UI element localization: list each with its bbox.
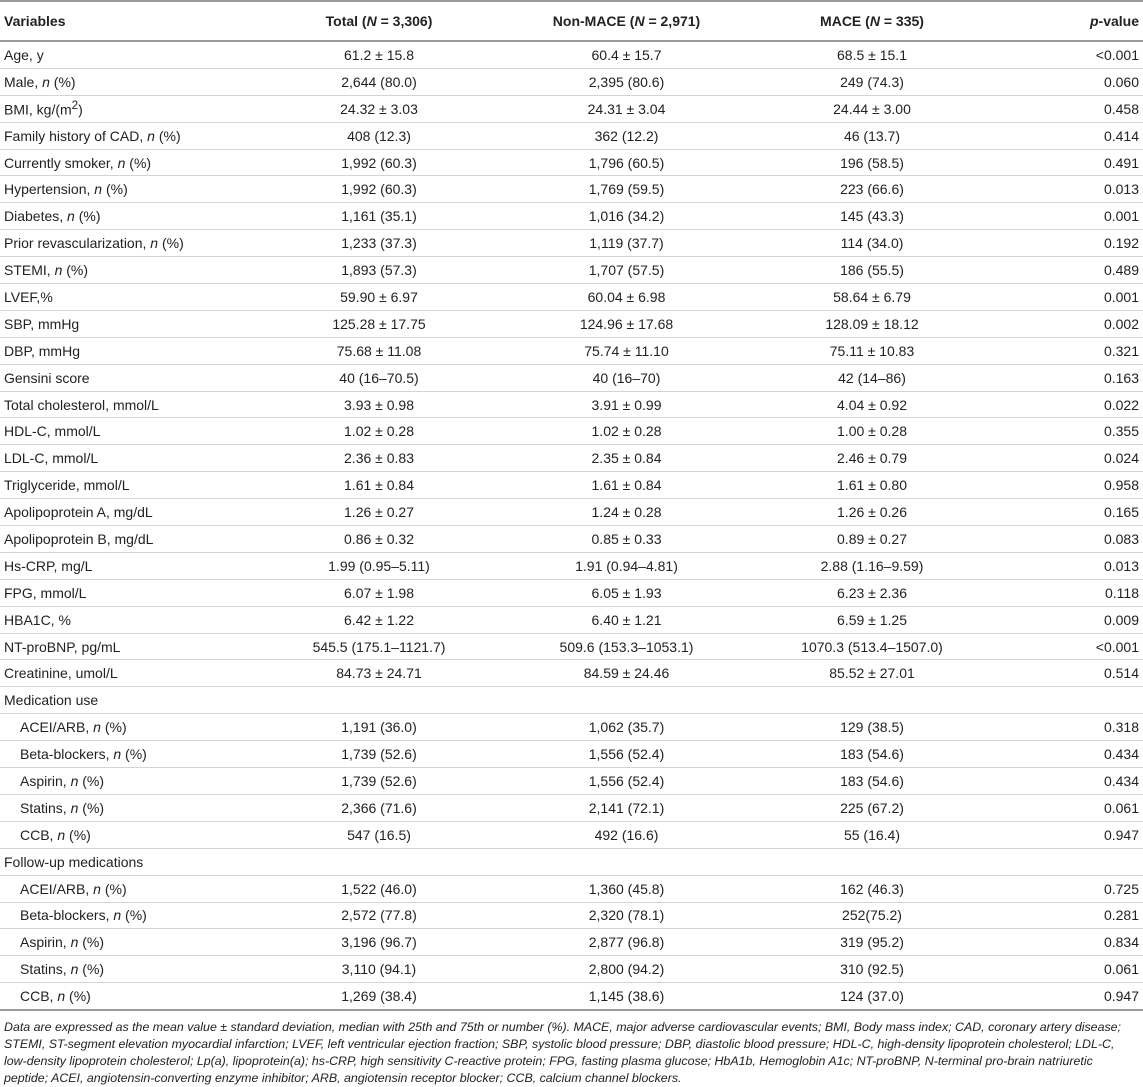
row-total: 1,233 (37.3): [258, 230, 500, 257]
row-mace: 75.11 ± 10.83: [753, 337, 991, 364]
row-p-value: 0.022: [991, 391, 1143, 418]
row-total: 1,161 (35.1): [258, 203, 500, 230]
row-total: 1,739 (52.6): [258, 741, 500, 768]
row-non-mace: 1,556 (52.4): [500, 741, 753, 768]
row-total: 61.2 ± 15.8: [258, 41, 500, 68]
row-total: 59.90 ± 6.97: [258, 284, 500, 311]
row-total: 3.93 ± 0.98: [258, 391, 500, 418]
table-row: [0, 284, 1143, 311]
table-row: [0, 364, 1143, 391]
table-row: [0, 660, 1143, 687]
row-p-value: 0.434: [991, 768, 1143, 795]
row-variable: CCB, n (%): [0, 983, 258, 1010]
row-non-mace: 6.05 ± 1.93: [500, 579, 753, 606]
row-p-value: 0.958: [991, 472, 1143, 499]
table-row: [0, 391, 1143, 418]
row-total: 2,572 (77.8): [258, 902, 500, 929]
row-non-mace: 362 (12.2): [500, 122, 753, 149]
row-non-mace: 124.96 ± 17.68: [500, 310, 753, 337]
row-p-value: 0.491: [991, 149, 1143, 176]
section-label: Follow-up medications: [0, 848, 1143, 875]
row-p-value: 0.321: [991, 337, 1143, 364]
table-row: [0, 122, 1143, 149]
row-mace: 2.46 ± 0.79: [753, 445, 991, 472]
table-row: [0, 821, 1143, 848]
row-variable: HBA1C, %: [0, 606, 258, 633]
table-row: [0, 606, 1143, 633]
row-mace: 42 (14–86): [753, 364, 991, 391]
row-p-value: 0.163: [991, 364, 1143, 391]
row-total: 0.86 ± 0.32: [258, 526, 500, 553]
row-non-mace: 509.6 (153.3–1053.1): [500, 633, 753, 660]
row-total: 1.61 ± 0.84: [258, 472, 500, 499]
row-non-mace: 75.74 ± 11.10: [500, 337, 753, 364]
table-header: [0, 1, 1143, 41]
table-row: [0, 95, 1143, 122]
row-non-mace: 40 (16–70): [500, 364, 753, 391]
row-variable: Gensini score: [0, 364, 258, 391]
row-variable: Apolipoprotein B, mg/dL: [0, 526, 258, 553]
row-non-mace: 1.24 ± 0.28: [500, 499, 753, 526]
row-non-mace: 492 (16.6): [500, 821, 753, 848]
row-mace: 0.89 ± 0.27: [753, 526, 991, 553]
row-total: 75.68 ± 11.08: [258, 337, 500, 364]
row-total: 2.36 ± 0.83: [258, 445, 500, 472]
row-non-mace: 1,360 (45.8): [500, 875, 753, 902]
row-non-mace: 1.02 ± 0.28: [500, 418, 753, 445]
table-row: [0, 499, 1143, 526]
row-p-value: 0.061: [991, 794, 1143, 821]
row-total: 1.02 ± 0.28: [258, 418, 500, 445]
table-row: [0, 633, 1143, 660]
row-non-mace: 1.61 ± 0.84: [500, 472, 753, 499]
row-mace: 124 (37.0): [753, 983, 991, 1010]
row-p-value: 0.060: [991, 68, 1143, 95]
row-p-value: 0.947: [991, 821, 1143, 848]
row-total: 3,196 (96.7): [258, 929, 500, 956]
row-mace: 85.52 ± 27.01: [753, 660, 991, 687]
row-total: 1,269 (38.4): [258, 983, 500, 1010]
row-non-mace: 2,395 (80.6): [500, 68, 753, 95]
row-non-mace: 1,707 (57.5): [500, 257, 753, 284]
row-mace: 1.26 ± 0.26: [753, 499, 991, 526]
row-non-mace: 3.91 ± 0.99: [500, 391, 753, 418]
row-mace: 183 (54.6): [753, 741, 991, 768]
row-total: 2,644 (80.0): [258, 68, 500, 95]
row-p-value: 0.013: [991, 552, 1143, 579]
row-variable: Age, y: [0, 41, 258, 68]
row-variable: Statins, n (%): [0, 956, 258, 983]
table-row: [0, 794, 1143, 821]
table-row: [0, 983, 1143, 1010]
row-p-value: 0.001: [991, 203, 1143, 230]
row-p-value: 0.009: [991, 606, 1143, 633]
row-mace: 249 (74.3): [753, 68, 991, 95]
row-total: 6.07 ± 1.98: [258, 579, 500, 606]
table-footnote: Data are expressed as the mean value ± standard deviation, median with 25th and 75th or number (%). MACE, major adverse cardiovascular events; BMI, Body mass index; CAD, coronary artery disease; STEMI, ST-segment elevation myocardial infarction; LVEF, left ventricular ejection fraction; SBP, systolic blood pressure; DBP, diastolic blood pressure; HDL-C, high-density lipoprotein cholesterol; LDL-C, low-density lipoprotein cholesterol; Lp(a), lipoprotein(a); hs-CRP, high sensitivity C-reactive protein; FPG, fasting plasma glucose; HbA1b, Hemoglobin A1c; NT-proBNP, N-terminal pro-brain natriuretic peptide; ACEI, angiotensin-converting enzyme inhibitor; ARB, angiotensin receptor blocker; CCB, calcium channel blockers.: [4, 1020, 1121, 1086]
row-mace: 2.88 (1.16–9.59): [753, 552, 991, 579]
table-row: [0, 768, 1143, 795]
row-mace: 162 (46.3): [753, 875, 991, 902]
row-mace: 6.59 ± 1.25: [753, 606, 991, 633]
row-non-mace: 1,062 (35.7): [500, 714, 753, 741]
row-mace: 55 (16.4): [753, 821, 991, 848]
row-mace: 225 (67.2): [753, 794, 991, 821]
table-row: [0, 445, 1143, 472]
row-non-mace: 2,800 (94.2): [500, 956, 753, 983]
table-row: [0, 552, 1143, 579]
row-variable: Prior revascularization, n (%): [0, 230, 258, 257]
row-variable: FPG, mmol/L: [0, 579, 258, 606]
section-row: [0, 687, 1143, 714]
row-mace: 310 (92.5): [753, 956, 991, 983]
row-mace: 319 (95.2): [753, 929, 991, 956]
row-non-mace: 1,556 (52.4): [500, 768, 753, 795]
table-row: [0, 902, 1143, 929]
row-mace: 196 (58.5): [753, 149, 991, 176]
row-mace: 46 (13.7): [753, 122, 991, 149]
row-variable: STEMI, n (%): [0, 257, 258, 284]
row-p-value: 0.318: [991, 714, 1143, 741]
row-mace: 6.23 ± 2.36: [753, 579, 991, 606]
row-mace: 1.61 ± 0.80: [753, 472, 991, 499]
table-row: [0, 310, 1143, 337]
table-row: [0, 337, 1143, 364]
row-p-value: 0.001: [991, 284, 1143, 311]
row-total: 40 (16–70.5): [258, 364, 500, 391]
row-variable: Creatinine, umol/L: [0, 660, 258, 687]
row-variable: HDL-C, mmol/L: [0, 418, 258, 445]
row-total: 6.42 ± 1.22: [258, 606, 500, 633]
row-total: 2,366 (71.6): [258, 794, 500, 821]
row-non-mace: 1,145 (38.6): [500, 983, 753, 1010]
row-non-mace: 1.91 (0.94–4.81): [500, 552, 753, 579]
header-mace: MACE (N = 335): [753, 1, 991, 41]
header-row: [0, 1, 1143, 41]
row-mace: 58.64 ± 6.79: [753, 284, 991, 311]
table-row: [0, 41, 1143, 68]
row-non-mace: 24.31 ± 3.04: [500, 95, 753, 122]
row-variable: Total cholesterol, mmol/L: [0, 391, 258, 418]
row-variable: ACEI/ARB, n (%): [0, 714, 258, 741]
row-variable: NT-proBNP, pg/mL: [0, 633, 258, 660]
header-variables: Variables: [0, 1, 258, 41]
row-mace: 252(75.2): [753, 902, 991, 929]
row-variable: LVEF,%: [0, 284, 258, 311]
row-non-mace: 2,141 (72.1): [500, 794, 753, 821]
row-p-value: 0.118: [991, 579, 1143, 606]
row-p-value: 0.725: [991, 875, 1143, 902]
row-non-mace: 84.59 ± 24.46: [500, 660, 753, 687]
row-p-value: <0.001: [991, 41, 1143, 68]
row-p-value: 0.192: [991, 230, 1143, 257]
row-non-mace: 2,320 (78.1): [500, 902, 753, 929]
row-p-value: 0.834: [991, 929, 1143, 956]
row-p-value: 0.414: [991, 122, 1143, 149]
row-total: 1,992 (60.3): [258, 176, 500, 203]
row-p-value: 0.165: [991, 499, 1143, 526]
row-total: 84.73 ± 24.71: [258, 660, 500, 687]
row-variable: BMI, $kg/(m^2)$: [0, 95, 258, 122]
row-variable: Hs-CRP, mg/L: [0, 552, 258, 579]
row-mace: 183 (54.6): [753, 768, 991, 795]
table-row: [0, 176, 1143, 203]
row-p-value: 0.061: [991, 956, 1143, 983]
row-mace: 186 (55.5): [753, 257, 991, 284]
row-non-mace: 60.04 ± 6.98: [500, 284, 753, 311]
row-total: 1.99 (0.95–5.11): [258, 552, 500, 579]
table-row: [0, 418, 1143, 445]
row-total: 1,522 (46.0): [258, 875, 500, 902]
row-mace: 68.5 ± 15.1: [753, 41, 991, 68]
row-variable: Aspirin, n (%): [0, 768, 258, 795]
row-variable: Aspirin, n (%): [0, 929, 258, 956]
row-total: 1,893 (57.3): [258, 257, 500, 284]
table-row: [0, 203, 1143, 230]
section-label: Medication use: [0, 687, 1143, 714]
row-total: 1.26 ± 0.27: [258, 499, 500, 526]
table-row: [0, 526, 1143, 553]
header-non-mace: Non-MACE (N = 2,971): [500, 1, 753, 41]
table-row: [0, 714, 1143, 741]
row-p-value: 0.024: [991, 445, 1143, 472]
row-p-value: 0.514: [991, 660, 1143, 687]
row-total: 547 (16.5): [258, 821, 500, 848]
row-total: 24.32 ± 3.03: [258, 95, 500, 122]
row-mace: 223 (66.6): [753, 176, 991, 203]
row-total: 3,110 (94.1): [258, 956, 500, 983]
row-p-value: 0.458: [991, 95, 1143, 122]
table-row: [0, 257, 1143, 284]
row-mace: 4.04 ± 0.92: [753, 391, 991, 418]
table-row: [0, 472, 1143, 499]
row-p-value: 0.355: [991, 418, 1143, 445]
row-variable: LDL-C, mmol/L: [0, 445, 258, 472]
row-non-mace: 2.35 ± 0.84: [500, 445, 753, 472]
row-mace: 145 (43.3): [753, 203, 991, 230]
row-variable: Apolipoprotein A, mg/dL: [0, 499, 258, 526]
row-non-mace: 1,016 (34.2): [500, 203, 753, 230]
row-mace: 1070.3 (513.4–1507.0): [753, 633, 991, 660]
row-p-value: 0.002: [991, 310, 1143, 337]
row-non-mace: 6.40 ± 1.21: [500, 606, 753, 633]
section-row: [0, 848, 1143, 875]
row-non-mace: 1,796 (60.5): [500, 149, 753, 176]
row-variable: Diabetes, n (%): [0, 203, 258, 230]
row-p-value: <0.001: [991, 633, 1143, 660]
row-p-value: 0.434: [991, 741, 1143, 768]
row-p-value: 0.489: [991, 257, 1143, 284]
row-non-mace: 2,877 (96.8): [500, 929, 753, 956]
row-variable: Family history of CAD, n (%): [0, 122, 258, 149]
row-variable: CCB, n (%): [0, 821, 258, 848]
row-non-mace: 0.85 ± 0.33: [500, 526, 753, 553]
table-row: [0, 149, 1143, 176]
row-variable: DBP, mmHg: [0, 337, 258, 364]
row-non-mace: 1,769 (59.5): [500, 176, 753, 203]
header-total: Total (N = 3,306): [258, 1, 500, 41]
row-p-value: 0.083: [991, 526, 1143, 553]
row-mace: 24.44 ± 3.00: [753, 95, 991, 122]
table-row: [0, 956, 1143, 983]
row-total: 1,739 (52.6): [258, 768, 500, 795]
row-variable: Hypertension, n (%): [0, 176, 258, 203]
row-variable: Beta-blockers, n (%): [0, 902, 258, 929]
table-row: [0, 579, 1143, 606]
row-variable: Currently smoker, n (%): [0, 149, 258, 176]
row-mace: 114 (34.0): [753, 230, 991, 257]
table-row: [0, 68, 1143, 95]
row-total: 1,992 (60.3): [258, 149, 500, 176]
row-variable: Statins, n (%): [0, 794, 258, 821]
row-total: 545.5 (175.1–1121.7): [258, 633, 500, 660]
row-variable: ACEI/ARB, n (%): [0, 875, 258, 902]
table-row: [0, 929, 1143, 956]
row-non-mace: 60.4 ± 15.7: [500, 41, 753, 68]
row-variable: Beta-blockers, n (%): [0, 741, 258, 768]
row-mace: 128.09 ± 18.12: [753, 310, 991, 337]
row-total: 1,191 (36.0): [258, 714, 500, 741]
row-non-mace: 1,119 (37.7): [500, 230, 753, 257]
table-row: [0, 741, 1143, 768]
row-total: 408 (12.3): [258, 122, 500, 149]
table-row: [0, 875, 1143, 902]
table-row: [0, 230, 1143, 257]
row-p-value: 0.947: [991, 983, 1143, 1010]
row-total: 125.28 ± 17.75: [258, 310, 500, 337]
row-p-value: 0.281: [991, 902, 1143, 929]
row-mace: 1.00 ± 0.28: [753, 418, 991, 445]
row-mace: 129 (38.5): [753, 714, 991, 741]
row-variable: Triglyceride, mmol/L: [0, 472, 258, 499]
header-p-value: p-value: [991, 1, 1143, 41]
row-variable: SBP, mmHg: [0, 310, 258, 337]
row-variable: Male, n (%): [0, 68, 258, 95]
row-p-value: 0.013: [991, 176, 1143, 203]
table-body: [0, 41, 1143, 1010]
